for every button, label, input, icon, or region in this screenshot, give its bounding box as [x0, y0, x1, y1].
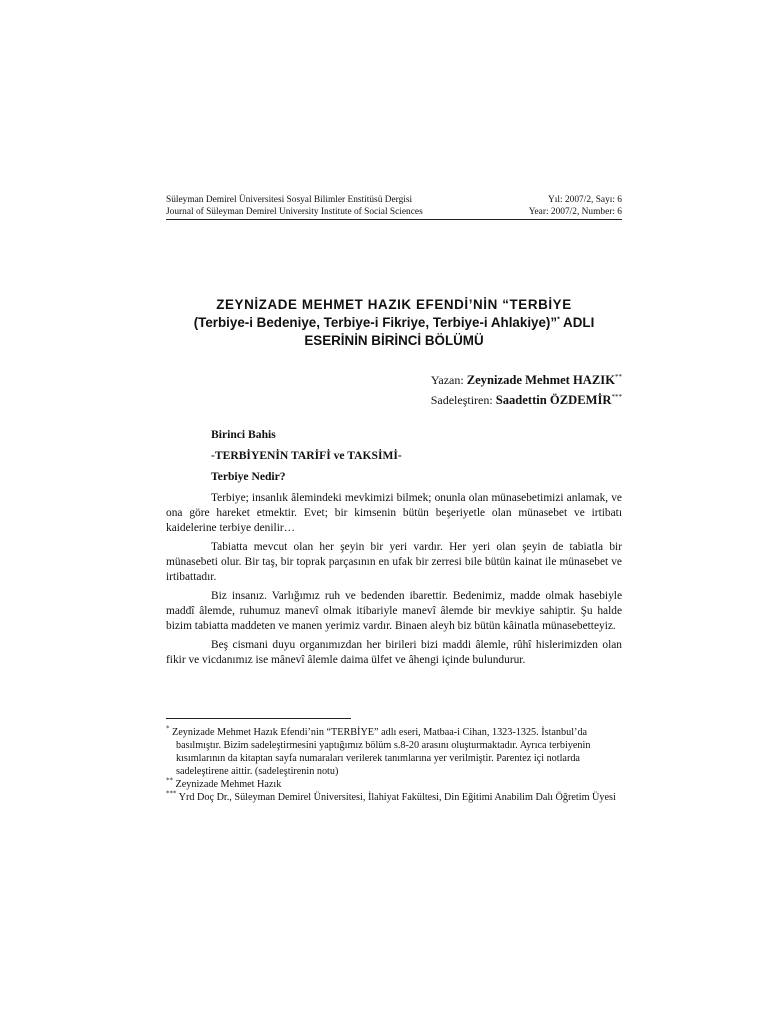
issue-info-en: Year: 2007/2, Number: 6 — [528, 207, 622, 217]
title-line-2 — [150, 314, 638, 332]
title-line-3: ESERİNİN BİRİNCİ BÖLÜMÜ — [304, 333, 484, 348]
footnote-text: Yrd Doç Dr., Süleyman Demirel Üniversitesi, İlahiyat Fakültesi, Din Eğitimi Anabilim Dalı Öğretim Üyesi — [176, 792, 616, 803]
author-footnote-mark: ** — [615, 373, 622, 381]
issue-info-tr: Yıl: 2007/2, Sayı: 6 — [548, 195, 622, 205]
journal-name-en: Journal of Süleyman Demirel University Institute of Social Sciences — [166, 207, 423, 217]
paragraph: Beş cismani duyu organımızdan her birileri bizi maddi âlemle, rûhî hislerimizden olan fikir ve vicdanımız ise mânevî âlemle daima ülfet ve âhengi içinde bulundurur. — [166, 639, 622, 666]
title-line-2-text: (Terbiye-i Bedeniye, Terbiye-i Fikriye, Terbiye-i Ahlakiye)” — [193, 315, 558, 330]
article-title — [150, 296, 638, 350]
title-line-2-end: ADLI — [559, 315, 595, 330]
chapter-heading: Birinci Bahis — [211, 428, 276, 441]
footnote-text: Zeynizade Mehmet Hazık — [173, 779, 282, 790]
footnote — [166, 778, 622, 791]
footnote — [166, 791, 622, 804]
journal-name-tr: Süleyman Demirel Üniversitesi Sosyal Bilimler Enstitüsü Dergisi — [166, 195, 413, 205]
author-block — [300, 370, 622, 410]
body-text — [166, 491, 622, 672]
section-heading: -TERBİYENİN TARİFİ ve TAKSİMİ- — [211, 449, 402, 462]
editor-name: Saadettin ÖZDEMİR — [495, 393, 612, 407]
header-divider — [166, 219, 622, 220]
footnote-divider — [166, 718, 351, 719]
editor-line — [300, 390, 622, 410]
footnote-mark: ** — [166, 776, 173, 785]
editor-label: Sadeleştiren: — [430, 393, 496, 407]
author-label: Yazan: — [430, 373, 467, 387]
editor-footnote-mark: *** — [611, 393, 622, 401]
author-name: Zeynizade Mehmet HAZIK — [466, 373, 615, 387]
footnote-mark: *** — [166, 789, 177, 798]
footnotes — [166, 726, 622, 804]
title-line-1: ZEYNİZADE MEHMET HAZIK EFENDİ’NİN “TERBİYE — [216, 297, 572, 312]
footnote — [166, 726, 622, 778]
running-header — [166, 194, 622, 218]
footnote-mark: * — [166, 724, 170, 733]
subsection-heading: Terbiye Nedir? — [211, 470, 286, 483]
title-footnote-mark: * — [557, 316, 560, 324]
paragraph: Tabiatta mevcut olan her şeyin bir yeri vardır. Her yeri olan şeyin de tabiatla bir münasebeti olur. Bir taş, bir toprak parçasının en ufak bir zerresi bile bütün kainat ile münasebet ve irtibattadır. — [166, 541, 622, 583]
footnote-text: Zeynizade Mehmet Hazık Efendi’nin “TERBİYE” adlı eseri, Matbaa-i Cihan, 1323-1325. İstanbul’da basılmıştır. Bizim sadeleştirmesini yaptığımız bölüm s.8-20 arasını oluşturmaktadır. Ayrıca terbiyenin kısımlarının da kitaptan sayfa numaraları verilerek tanımlarına yer verilmiştir. Parentez içi notlarda sadeleştirene aittir. (sadeleştirenin notu) — [169, 727, 591, 777]
author-line — [300, 370, 622, 390]
paragraph: Terbiye; insanlık âlemindeki mevkimizi bilmek; onunla olan münasebetimizi anlamak, ve ona göre hareket etmektir. Evet; bir kimsenin bütün beşeriyetle olan münasebet ve irtibatı kaidelerine terbiye denilir… — [166, 492, 622, 534]
paragraph: Biz insanız. Varlığımız ruh ve bedenden ibarettir. Bedenimiz, madde olmak hasebiyle maddî âlemde, ruhumuz manevî olmak itibariyle manevî âlemde bir mevkiye sahiptir. Şu halde bizim tabiatta maddeten ve manen yerimiz vardır. Binaen aleyh biz bütün kâinatla münasebetteyiz. — [166, 590, 622, 632]
